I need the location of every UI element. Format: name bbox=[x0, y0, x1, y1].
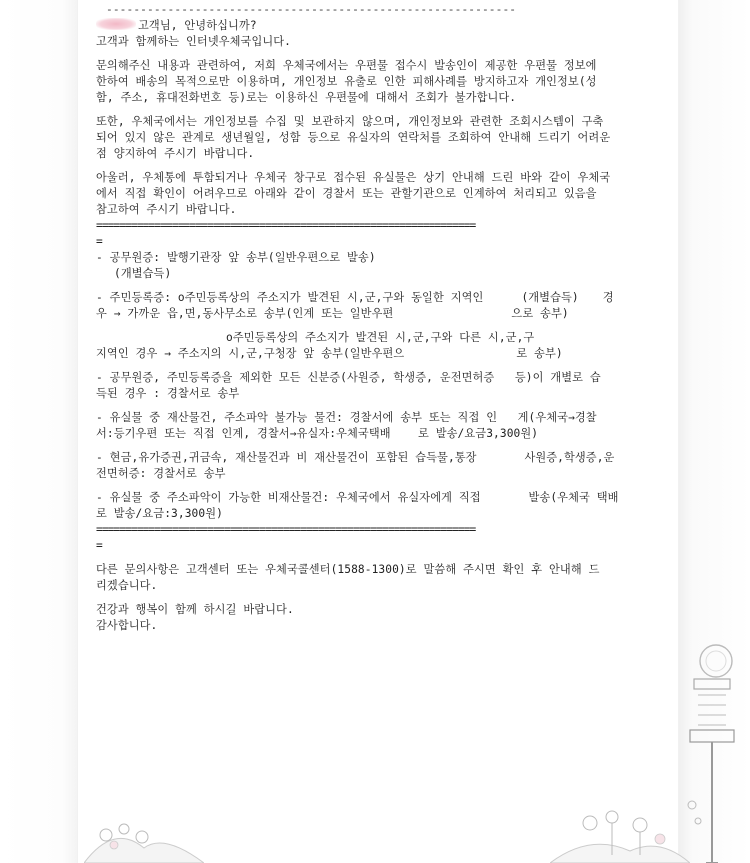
intro-line: 고객과 함께하는 인터넷우체국입니다. bbox=[96, 35, 292, 48]
item-cash: - 현금,유가증권,귀금속, 재산물건과 비 재산물건이 포함된 습득물,통장 사원증,학생증,운 bbox=[96, 451, 615, 464]
p1-line: 문의해주신 내용과 관련하여, 저희 우체국에서는 우편물 접수시 발송인이 제공한 우편물 정보에 bbox=[96, 59, 597, 72]
p2-line: 점 양지하여 주시기 바랍니다. bbox=[96, 147, 255, 160]
greeting-text: 고객님, 안녕하십니까? bbox=[138, 19, 257, 32]
item-gov-id: - 공무원증: 발행기관장 앞 송부(일반우편으로 발송) bbox=[96, 251, 376, 264]
flowers-left-icon bbox=[84, 793, 204, 863]
item-resident-id bbox=[96, 290, 656, 306]
double-rule-2-tail: = bbox=[96, 539, 103, 552]
greeting bbox=[96, 18, 656, 34]
item-other-ids: - 공무원증, 주민등록증을 제외한 모든 신분증(사원증, 학생증, 운전면허증 등)이 개별로 습 bbox=[96, 371, 601, 384]
closing-wish: 건강과 행복이 함께 하시길 바랍니다. bbox=[96, 603, 294, 616]
item-property: - 유실물 중 재산물건, 주소파악 불가능 물건: 경찰서에 송부 또는 직접 인 게(우체국→경찰 bbox=[96, 411, 597, 424]
top-rule: ------------------------------------------------------------ bbox=[106, 3, 517, 16]
letter-body bbox=[96, 0, 656, 634]
redacted-name bbox=[96, 18, 136, 30]
closing-thanks: 감사합니다. bbox=[96, 619, 158, 632]
item-resident-id-e: 으로 송부) bbox=[511, 307, 569, 320]
item-resident-id-b: (개별습득) bbox=[521, 291, 579, 304]
item-resident-id-c: 경 bbox=[602, 291, 614, 304]
p1-line: 함, 주소, 휴대전화번호 등)로는 이용하신 우편물에 대해서 조회가 불가합니다. bbox=[96, 91, 517, 104]
item-resident-id-g: 로 송부) bbox=[516, 347, 563, 360]
left-margin bbox=[0, 0, 78, 863]
p3-line: 아울러, 우체통에 투함되거나 우체국 창구로 접수된 유실물은 상기 안내해 드린 바와 같이 우체국 bbox=[96, 171, 611, 184]
item-resident-id-a: - 주민등록증: o주민등록상의 주소지가 발견된 시,군,구와 동일한 지역인 bbox=[96, 291, 484, 304]
item-non-property-line2: 로 발송/요금:3,300원) bbox=[96, 507, 223, 520]
p3-line: 참고하여 주시기 바랍니다. bbox=[96, 203, 237, 216]
p2-line: 되어 있지 않은 관계로 생년월일, 성함 등으로 유실자의 연락처를 조회하여 안내해 드리기 어려운 bbox=[96, 131, 611, 144]
item-property-line2: 서:등기우편 또는 직접 인계, 경찰서→유실자:우체국택배 로 발송/요금3,300원) bbox=[96, 427, 539, 440]
p1-line: 한하여 배송의 목적으로만 이용하며, 개인정보 유출로 인한 피해사례를 방지하고자 개인정보(성 bbox=[96, 75, 597, 88]
double-rule: ================================================================= bbox=[96, 219, 476, 232]
flowers-right-icon bbox=[550, 793, 690, 863]
double-rule-tail: = bbox=[96, 235, 103, 248]
item-non-property: - 유실물 중 주소파악이 가능한 비재산물건: 우체국에서 유실자에게 직접 발송(우체국 택배 bbox=[96, 491, 619, 504]
item-resident-id-d: 우 → 가까운 읍,면,동사무소로 송부(인계 또는 일반우편 bbox=[96, 307, 394, 320]
item-resident-id-f: 지역인 경우 → 주소지의 시,군,구청장 앞 송부(일반우편으 bbox=[96, 347, 405, 360]
item-resident-id-other: o주민등록상의 주소지가 발견된 시,군,구와 다른 시,군,구 bbox=[226, 331, 535, 344]
item-resident-id-line2 bbox=[96, 306, 656, 322]
item-resident-id-other-line2 bbox=[96, 346, 656, 362]
double-rule-2: ================================================================= bbox=[96, 523, 476, 536]
p2-line: 또한, 우체국에서는 개인정보를 수집 및 보관하지 않으며, 개인정보와 관련한 조회시스템이 구축 bbox=[96, 115, 604, 128]
item-gov-id-note: (개별습득) bbox=[114, 267, 172, 280]
closing-contact-line2: 리겠습니다. bbox=[96, 579, 158, 592]
closing-contact: 다른 문의사항은 고객센터 또는 우체국콜센터(1588-1300)로 말씀해 주시면 확인 후 안내해 드 bbox=[96, 563, 600, 576]
p3-line: 에서 직접 확인이 어려우므로 아래와 같이 경찰서 또는 관할기관으로 인계하여 처리되고 있음을 bbox=[96, 187, 597, 200]
letter-page bbox=[78, 0, 678, 863]
item-cash-line2: 전면허증: 경찰서로 송부 bbox=[96, 467, 226, 480]
item-other-ids-line2: 득된 경우 : 경찰서로 송부 bbox=[96, 387, 240, 400]
